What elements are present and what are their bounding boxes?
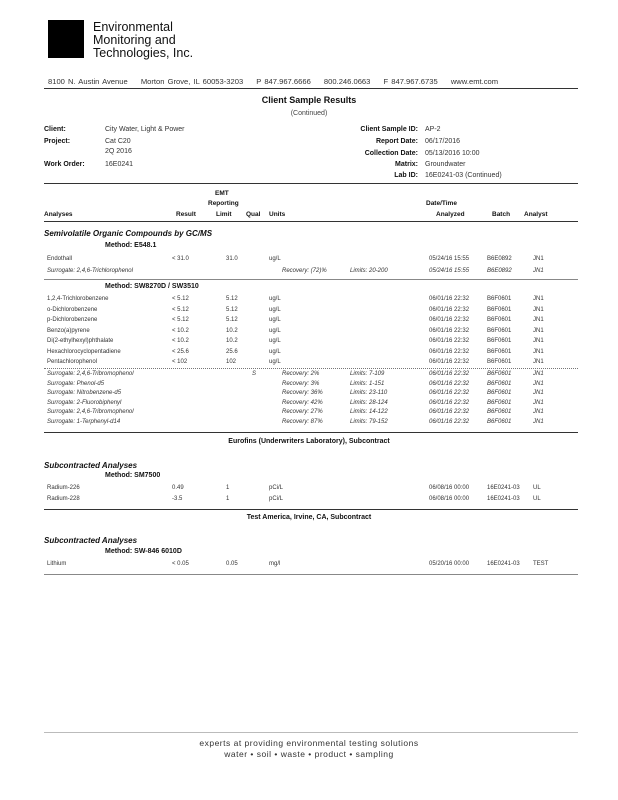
cell-batch: 16E0241-03 xyxy=(487,561,520,567)
contact-tollfree: 800.246.0663 xyxy=(323,77,371,86)
result-row xyxy=(0,349,618,359)
cell-result: < 102 xyxy=(172,359,188,365)
e548-divider xyxy=(44,279,578,280)
cell-analyte: Hexachlorocyclopentadiene xyxy=(47,348,121,355)
cell-analyst: JN1 xyxy=(533,390,544,396)
client-value: City Water, Light & Power xyxy=(105,126,185,133)
work-order-label: Work Order: xyxy=(44,161,85,168)
result-row xyxy=(0,409,618,419)
section-title-svoc: Semivolatile Organic Compounds by GC/MS xyxy=(44,229,213,238)
cell-batch: B6F0601 xyxy=(487,359,512,365)
result-row xyxy=(0,485,618,495)
cell-units: ug/L xyxy=(269,359,281,365)
cell-analyte: Surrogate: 2,4,6-Tribromophenol xyxy=(47,371,134,377)
column-header-divider xyxy=(44,221,578,222)
cell-date: 05/24/16 15:55 xyxy=(429,268,470,274)
company-logo xyxy=(48,20,84,58)
cell-batch: B6E0892 xyxy=(487,256,512,262)
contact-fax: F 847.967.6735 xyxy=(383,77,438,86)
cell-analyte: p-Dichlorobenzene xyxy=(47,317,98,323)
cell-units: pCi/L xyxy=(269,485,284,491)
cell-units: ug/L xyxy=(269,317,281,323)
sub1-bottom-divider xyxy=(44,509,578,510)
collection-date-label: Collection Date: xyxy=(364,150,418,157)
cell-analyte: Surrogate: 2,4,6-Tribromophenol xyxy=(47,409,134,415)
result-row xyxy=(0,256,618,266)
cell-batch: B6F0601 xyxy=(487,317,512,323)
cell-limit: 1 xyxy=(226,496,230,502)
footer-services: water • soil • waste • product • sampling xyxy=(224,749,394,759)
cell-result: < 31.0 xyxy=(172,256,189,262)
report-subtitle: (Continued) xyxy=(290,110,328,117)
cell-batch: B6F0601 xyxy=(487,409,512,415)
sub1-method: Method: SM7500 xyxy=(105,472,161,479)
collection-date-value: 05/13/2016 10:00 xyxy=(425,150,480,157)
cell-date: 06/01/16 22:32 xyxy=(429,409,470,415)
cell-analyte: Surrogate: Nitrobenzene-d5 xyxy=(47,390,122,396)
cell-date: 06/01/16 22:32 xyxy=(429,327,470,334)
method-label-sw8270d: Method: SW8270D / SW3510 xyxy=(105,283,199,290)
cell-result: 0.49 xyxy=(172,485,184,491)
result-row xyxy=(0,338,618,348)
cell-batch: B6F0601 xyxy=(487,296,512,302)
col-header-qual: Qual xyxy=(246,211,261,218)
report-date-value: 06/17/2016 xyxy=(425,138,461,145)
cell-limit: 25.6 xyxy=(226,348,238,355)
cell-date: 06/08/16 00:00 xyxy=(429,485,470,491)
cell-rec: Recovery: 36% xyxy=(282,390,323,396)
contact-city: Morton Grove, IL 60053-3203 xyxy=(140,77,244,86)
cell-limit: 5.12 xyxy=(226,317,238,323)
lab-id-label: Lab ID: xyxy=(394,172,418,179)
cell-rec: Recovery: (72)% xyxy=(282,268,327,274)
result-row xyxy=(0,371,618,381)
work-order-value: 16E0241 xyxy=(105,161,134,168)
cell-result: < 10.2 xyxy=(172,327,189,334)
cell-date: 06/01/16 22:32 xyxy=(429,399,470,406)
cell-date: 06/01/16 22:32 xyxy=(429,306,470,313)
cell-rec: Recovery: 3% xyxy=(282,380,320,387)
cell-analyte: 1,2,4-Trichlorobenzene xyxy=(47,296,109,302)
header-divider xyxy=(44,88,578,89)
cell-lim: Limits: 23-110 xyxy=(350,390,388,396)
cell-result: < 5.12 xyxy=(172,306,189,313)
cell-batch: B6F0601 xyxy=(487,418,512,425)
col-header-result: Result xyxy=(176,211,196,218)
cell-units: ug/L xyxy=(269,338,281,344)
project-period: 2Q 2016 xyxy=(105,148,132,155)
cell-units: ug/L xyxy=(269,256,281,262)
cell-date: 06/01/16 22:32 xyxy=(429,371,470,377)
cell-result: < 5.12 xyxy=(172,296,189,302)
report-date-label: Report Date: xyxy=(375,138,418,145)
cell-analyte: o-Dichlorobenzene xyxy=(47,306,98,313)
cell-limit: 0.05 xyxy=(226,561,238,567)
cell-analyst: UL xyxy=(533,485,541,491)
cell-lim: Limits: 14-122 xyxy=(350,409,388,415)
company-name xyxy=(93,21,193,60)
col-header-units: Units xyxy=(269,211,286,218)
cell-lim: Limits: 79-152 xyxy=(350,418,388,425)
cell-date: 06/08/16 00:00 xyxy=(429,496,470,502)
cell-analyst: TEST xyxy=(533,561,549,567)
surrogate-divider xyxy=(44,368,578,369)
cell-date: 06/01/16 22:32 xyxy=(429,296,470,302)
cell-rec: Recovery: 2% xyxy=(282,371,320,377)
cell-units: ug/L xyxy=(269,348,281,355)
cell-units: mg/l xyxy=(269,561,281,567)
cell-date: 06/01/16 22:32 xyxy=(429,390,470,396)
cell-date: 06/01/16 22:32 xyxy=(429,380,470,387)
cell-analyte: Radium-226 xyxy=(47,485,80,491)
cell-result: < 25.6 xyxy=(172,348,189,355)
cell-batch: B6F0601 xyxy=(487,348,512,355)
result-row xyxy=(0,496,618,506)
col-header-datetime: Date/Time xyxy=(426,200,457,207)
result-row xyxy=(0,307,618,317)
cell-analyst: UL xyxy=(533,496,541,502)
cell-analyst: JN1 xyxy=(533,306,544,313)
cell-date: 06/01/16 22:32 xyxy=(429,338,470,344)
cell-limit: 102 xyxy=(226,359,237,365)
cell-limit: 31.0 xyxy=(226,256,238,262)
matrix-label: Matrix: xyxy=(395,161,418,168)
contact-bar xyxy=(48,77,508,86)
cell-analyst: JN1 xyxy=(533,359,544,365)
col-header-emt: EMT xyxy=(215,190,229,197)
cell-lim: Limits: 1-151 xyxy=(350,380,385,387)
cell-date: 06/01/16 22:32 xyxy=(429,418,470,425)
cell-date: 06/01/16 22:32 xyxy=(429,348,470,355)
result-row xyxy=(0,561,618,571)
cell-analyst: JN1 xyxy=(533,371,544,377)
cell-units: pCi/L xyxy=(269,496,284,502)
company-name-line1: Environmental xyxy=(93,20,173,34)
company-name-line2: Monitoring and xyxy=(93,33,176,47)
cell-units: ug/L xyxy=(269,306,281,313)
cell-analyst: JN1 xyxy=(533,409,544,415)
cell-result: < 0.05 xyxy=(172,561,189,567)
col-header-analyses: Analyses xyxy=(44,211,73,218)
method-label-e548: Method: E548.1 xyxy=(105,242,157,249)
cell-analyst: JN1 xyxy=(533,418,544,425)
col-header-reporting: Reporting xyxy=(208,200,239,207)
cell-analyte: Lithium xyxy=(47,561,67,567)
footer-divider xyxy=(44,732,578,733)
cell-analyst: JN1 xyxy=(533,256,544,262)
cell-lim: Limits: 20-200 xyxy=(350,268,388,274)
cell-rec: Recovery: 42% xyxy=(282,399,323,406)
result-row xyxy=(0,328,618,338)
sub1-banner: Eurofins (Underwriters Laboratory), Subcontract xyxy=(228,438,390,445)
cell-batch: B6F0601 xyxy=(487,380,512,387)
cell-result: < 10.2 xyxy=(172,338,189,344)
cell-limit: 1 xyxy=(226,485,230,491)
footer-tagline: experts at providing environmental testing solutions xyxy=(199,738,419,748)
cell-batch: B6F0601 xyxy=(487,390,512,396)
sample-id-value: AP-2 xyxy=(425,126,441,133)
project-value: Cat C20 xyxy=(105,138,131,145)
cell-units: ug/L xyxy=(269,296,281,302)
cell-batch: B6F0601 xyxy=(487,327,512,334)
cell-analyst: JN1 xyxy=(533,338,544,344)
sub2-banner: Test America, Irvine, CA, Subcontract xyxy=(246,514,372,521)
client-label: Client: xyxy=(44,126,66,133)
cell-date: 05/24/16 15:55 xyxy=(429,256,470,262)
matrix-value: Groundwater xyxy=(425,161,466,168)
project-label: Project: xyxy=(44,138,71,145)
cell-analyte: Radium-228 xyxy=(47,496,80,502)
cell-date: 06/01/16 22:32 xyxy=(429,359,470,365)
cell-limit: 5.12 xyxy=(226,306,238,313)
contact-web: www.emt.com xyxy=(450,77,499,86)
result-row xyxy=(0,317,618,327)
cell-analyst: JN1 xyxy=(533,348,544,355)
lab-id-value: 16E0241-03 (Continued) xyxy=(425,172,502,179)
cell-analyte: Surrogate: 1-Terphenyl-d14 xyxy=(47,418,121,425)
cell-limit: 5.12 xyxy=(226,296,238,302)
contact-address: 8100 N. Austin Avenue xyxy=(48,77,128,86)
cell-batch: B6F0601 xyxy=(487,306,512,313)
cell-analyte: Surrogate: Phenol-d5 xyxy=(47,380,105,387)
surrogate-row xyxy=(0,268,618,278)
col-header-analyzed: Analyzed xyxy=(436,211,465,218)
cell-result: < 5.12 xyxy=(172,317,189,323)
cell-analyst: JN1 xyxy=(533,327,544,334)
col-header-analyst: Analyst xyxy=(524,211,548,218)
cell-analyte: Surrogate: 2-Fluorobiphenyl xyxy=(47,399,122,406)
sub2-method: Method: SW-846 6010D xyxy=(105,548,182,555)
cell-batch: B6F0601 xyxy=(487,338,512,344)
cell-analyst: JN1 xyxy=(533,380,544,387)
sub2-bottom-divider xyxy=(44,574,578,575)
cell-analyte: Pentachlorophenol xyxy=(47,359,98,365)
cell-rec: Recovery: 27% xyxy=(282,409,323,415)
sample-id-label: Client Sample ID: xyxy=(360,126,418,133)
result-row xyxy=(0,400,618,410)
col-header-limit: Limit xyxy=(216,211,232,218)
cell-lim: Limits: 7-109 xyxy=(350,371,385,377)
cell-analyst: JN1 xyxy=(533,268,544,274)
cell-batch: 16E0241-03 xyxy=(487,485,520,491)
cell-analyte: Endothall xyxy=(47,256,73,262)
col-header-batch: Batch xyxy=(492,211,511,218)
result-row xyxy=(0,296,618,306)
company-name-line3: Technologies, Inc. xyxy=(93,46,194,60)
cell-analyte: Benzo(a)pyrene xyxy=(47,327,90,334)
cell-result: -3.5 xyxy=(172,496,183,502)
result-row xyxy=(0,419,618,429)
cell-analyte: Di(2-ethylhexyl)phthalate xyxy=(47,338,114,344)
sub1-top-divider xyxy=(44,432,578,433)
cell-limit: 10.2 xyxy=(226,338,238,344)
cell-analyst: JN1 xyxy=(533,317,544,323)
cell-date: 05/20/16 00:00 xyxy=(429,561,470,567)
info-divider xyxy=(44,183,578,184)
result-row xyxy=(0,381,618,391)
cell-qual: S xyxy=(252,371,257,377)
contact-phone: P 847.967.6666 xyxy=(256,77,311,86)
cell-batch: 16E0241-03 xyxy=(487,496,520,502)
cell-units: ug/L xyxy=(269,327,281,334)
cell-rec: Recovery: 87% xyxy=(282,418,323,425)
cell-analyte: Surrogate: 2,4,6-Trichlorophenol xyxy=(47,268,133,274)
cell-limit: 10.2 xyxy=(226,327,238,334)
result-row xyxy=(0,390,618,400)
sub2-title: Subcontracted Analyses xyxy=(44,536,138,545)
cell-analyst: JN1 xyxy=(533,296,544,302)
cell-date: 06/01/16 22:32 xyxy=(429,317,470,323)
report-title: Client Sample Results xyxy=(261,95,357,105)
cell-lim: Limits: 28-124 xyxy=(350,399,388,406)
cell-batch: B6F0601 xyxy=(487,371,512,377)
sub1-title: Subcontracted Analyses xyxy=(44,461,138,470)
cell-analyst: JN1 xyxy=(533,399,544,406)
cell-batch: B6F0601 xyxy=(487,399,512,406)
cell-batch: B6E0892 xyxy=(487,268,512,274)
